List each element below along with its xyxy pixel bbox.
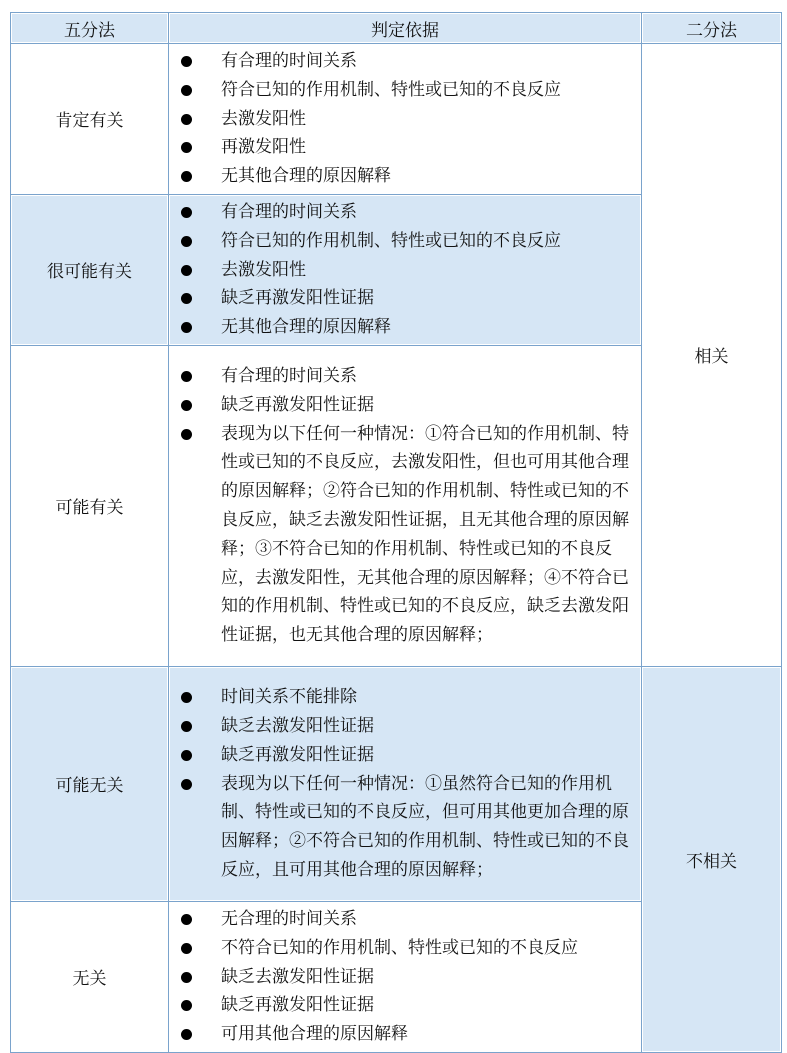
list-item: 表现为以下任何一种情况：①符合已知的作用机制、特性或已知的不良反应，去激发阳性，但也可用其他合理的原因解释；②符合已知的作用机制、特性或已知的不良反应，缺乏去激发阳性证据，且无其他合理的原因解释；③不符合已知的作用机制、特性或已知的不良反应，去激发阳性，无其他合理的原因解释；④不符合已知的作用机制、特性或已知的不良反应，缺乏去激发阳性证据，也无其他合理的原因解释； bbox=[179, 420, 635, 650]
list-item: 可用其他合理的原因解释 bbox=[179, 1020, 635, 1049]
list-item: 符合已知的作用机制、特性或已知的不良反应 bbox=[179, 227, 635, 256]
two-class-unrelated: 不相关 bbox=[642, 667, 782, 1053]
list-item: 有合理的时间关系 bbox=[179, 47, 635, 76]
bullet-icon bbox=[181, 293, 192, 304]
two-class-related: 相关 bbox=[642, 44, 782, 667]
bullet-icon bbox=[181, 85, 192, 96]
bullet-icon bbox=[181, 721, 192, 732]
bullet-icon bbox=[181, 1029, 192, 1040]
bullet-icon bbox=[181, 750, 192, 761]
five-class-label: 无关 bbox=[11, 902, 169, 1053]
five-class-label: 可能有关 bbox=[11, 346, 169, 667]
list-item: 缺乏再激发阳性证据 bbox=[179, 741, 635, 770]
list-item: 去激发阳性 bbox=[179, 256, 635, 285]
bullet-icon bbox=[181, 265, 192, 276]
five-class-label: 很可能有关 bbox=[11, 195, 169, 346]
bullet-icon bbox=[181, 207, 192, 218]
list-item: 缺乏再激发阳性证据 bbox=[179, 284, 635, 313]
five-class-label: 肯定有关 bbox=[11, 44, 169, 195]
list-item: 时间关系不能排除 bbox=[179, 683, 635, 712]
list-item: 去激发阳性 bbox=[179, 105, 635, 134]
bullet-icon bbox=[181, 972, 192, 983]
list-item: 缺乏去激发阳性证据 bbox=[179, 963, 635, 992]
bullet-icon bbox=[181, 236, 192, 247]
list-item: 无其他合理的原因解释 bbox=[179, 162, 635, 191]
list-item: 无其他合理的原因解释 bbox=[179, 313, 635, 342]
table-row bbox=[11, 44, 782, 195]
list-item: 缺乏再激发阳性证据 bbox=[179, 991, 635, 1020]
bullet-icon bbox=[181, 692, 192, 703]
causality-table bbox=[10, 12, 782, 1053]
list-item: 不符合已知的作用机制、特性或已知的不良反应 bbox=[179, 934, 635, 963]
criteria-cell bbox=[169, 195, 642, 346]
bullet-icon bbox=[181, 429, 192, 440]
criteria-cell bbox=[169, 902, 642, 1053]
bullet-icon bbox=[181, 114, 192, 125]
criteria-cell bbox=[169, 44, 642, 195]
list-item: 有合理的时间关系 bbox=[179, 362, 635, 391]
header-five-class: 五分法 bbox=[11, 13, 169, 44]
bullet-icon bbox=[181, 1000, 192, 1011]
list-item: 符合已知的作用机制、特性或已知的不良反应 bbox=[179, 76, 635, 105]
bullet-icon bbox=[181, 142, 192, 153]
list-item: 表现为以下任何一种情况：①虽然符合已知的作用机制、特性或已知的不良反应，但可用其他更加合理的原因解释；②不符合已知的作用机制、特性或已知的不良反应，且可用其他合理的原因解释； bbox=[179, 770, 635, 885]
bullet-icon bbox=[181, 943, 192, 954]
list-item: 再激发阳性 bbox=[179, 133, 635, 162]
bullet-icon bbox=[181, 400, 192, 411]
list-item: 缺乏再激发阳性证据 bbox=[179, 391, 635, 420]
list-item: 缺乏去激发阳性证据 bbox=[179, 712, 635, 741]
bullet-icon bbox=[181, 322, 192, 333]
criteria-cell bbox=[169, 346, 642, 667]
five-class-label: 可能无关 bbox=[11, 667, 169, 902]
bullet-icon bbox=[181, 779, 192, 790]
bullet-icon bbox=[181, 371, 192, 382]
criteria-cell bbox=[169, 667, 642, 902]
bullet-icon bbox=[181, 914, 192, 925]
table-row bbox=[11, 667, 782, 902]
header-criteria: 判定依据 bbox=[169, 13, 642, 44]
header-row bbox=[11, 13, 782, 44]
bullet-icon bbox=[181, 171, 192, 182]
list-item: 无合理的时间关系 bbox=[179, 905, 635, 934]
list-item: 有合理的时间关系 bbox=[179, 198, 635, 227]
bullet-icon bbox=[181, 56, 192, 67]
header-two-class: 二分法 bbox=[642, 13, 782, 44]
